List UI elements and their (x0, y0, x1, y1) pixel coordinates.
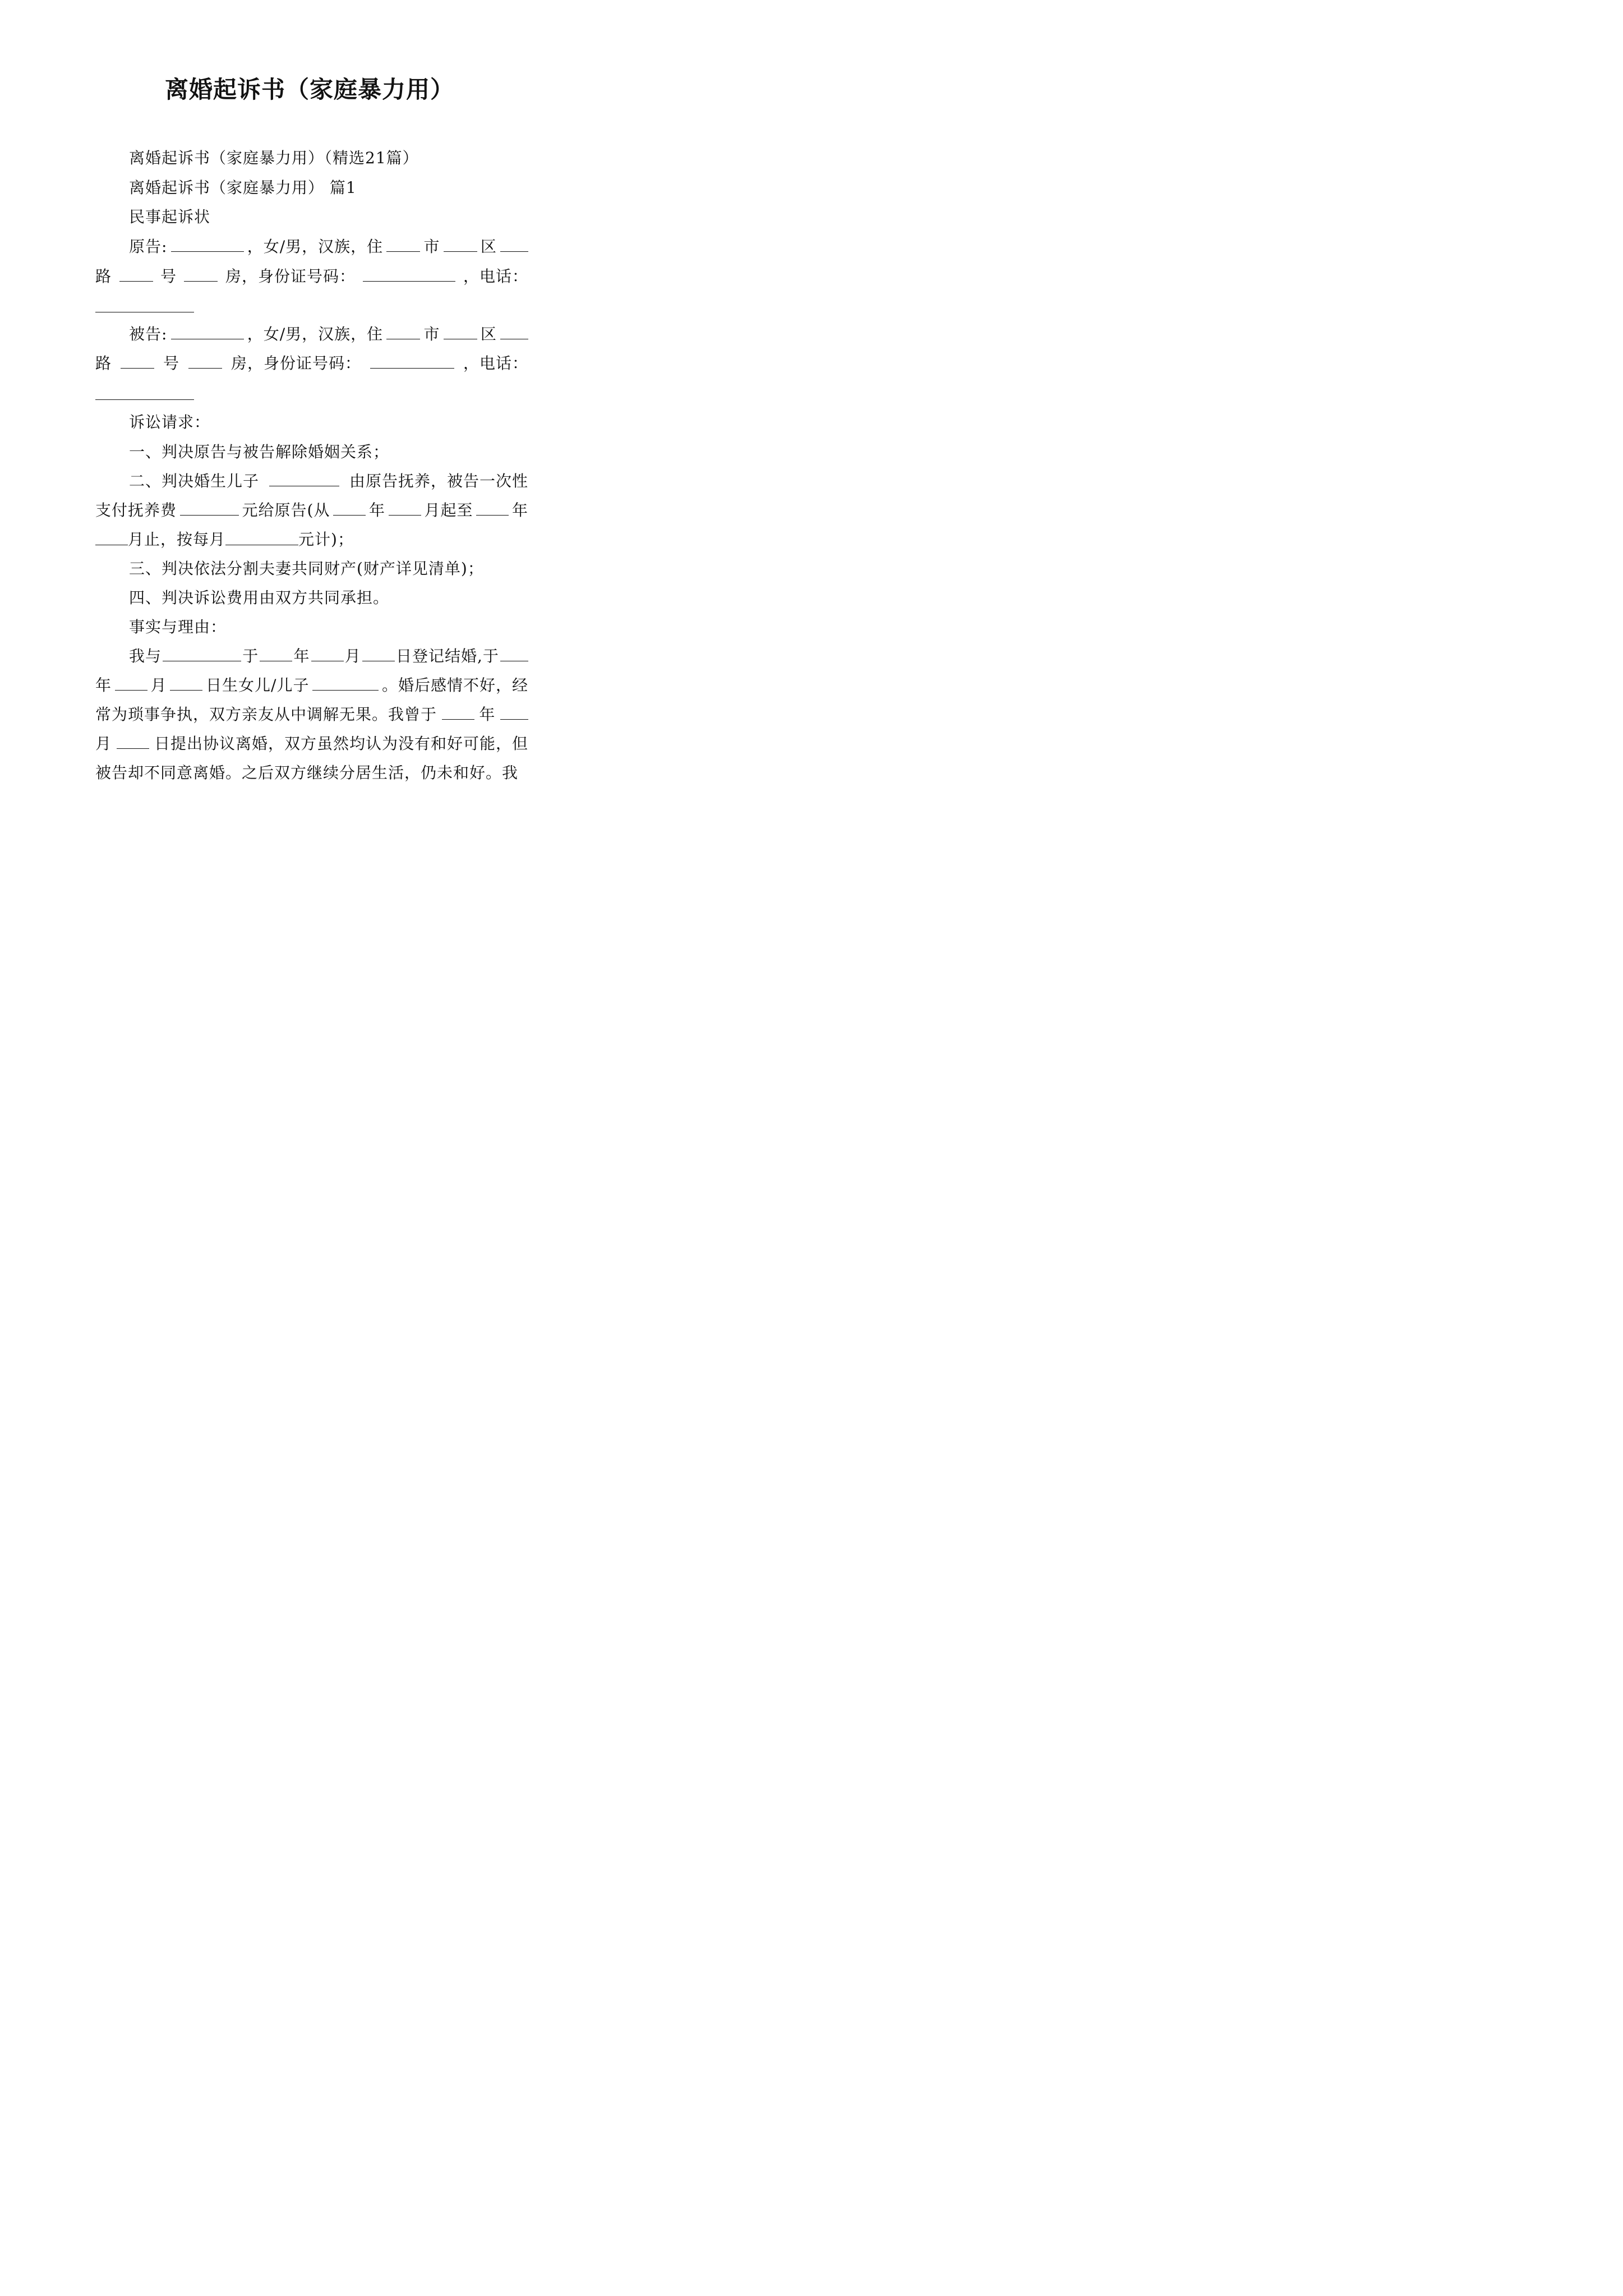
plaintiff-number-label: 号 (160, 267, 177, 286)
plaintiff-label: 原告: (129, 237, 168, 256)
document-subtitle: 离婚起诉书（家庭暴力用）（精选21篇） (129, 149, 419, 167)
son-name-blank (269, 470, 339, 486)
defendant-road-blank (500, 323, 528, 339)
birth-day-blank (170, 674, 202, 691)
claim-item-4: 四、判决诉讼费用由双方共同承担。 (129, 588, 390, 607)
claim2-text-g: 元计)； (298, 530, 354, 549)
monthly-amount-blank (225, 529, 298, 545)
facts-line-5 (95, 762, 528, 784)
start-month-blank (389, 499, 421, 516)
claim2-text-c: 支付抚养费 (95, 501, 177, 519)
proposal-year-blank (442, 703, 474, 720)
plaintiff-road-blank (500, 236, 528, 252)
start-year-blank (333, 499, 366, 516)
marriage-month-blank (311, 645, 344, 661)
defendant-city-blank (386, 323, 420, 339)
plaintiff-info-text: ，女/男，汉族，住 (247, 237, 384, 256)
plaintiff-line-1 (129, 236, 528, 258)
defendant-line-2 (95, 352, 528, 375)
defendant-id-label: 房，身份证号码： (230, 354, 361, 372)
plaintiff-id-blank (363, 265, 455, 282)
claim2-text-f: 月止，按每月 (128, 530, 226, 549)
marriage-day-blank (362, 645, 395, 661)
plaintiff-room-blank (184, 265, 218, 282)
facts-text-registered: 日登记结婚,于 (395, 647, 499, 665)
defendant-city-label: 市 (423, 325, 440, 343)
facts-line-1 (129, 645, 528, 668)
claim-item-1: 一、判决原告与被告解除婚姻关系； (129, 443, 390, 461)
facts-text-quarrel: 常为琐事争执，双方亲友从中调解无果。我曾于 (95, 705, 437, 724)
plaintiff-phone-blank (95, 296, 194, 312)
support-fee-blank (180, 499, 239, 516)
defendant-district-label: 区 (480, 325, 497, 343)
claim2-year-2: 年 (511, 501, 528, 519)
plaintiff-number-blank (119, 265, 153, 282)
defendant-road-label: 路 (95, 354, 112, 372)
defendant-line-1 (129, 323, 528, 346)
piece-heading: 离婚起诉书（家庭暴力用） 篇1 (129, 178, 357, 197)
defendant-id-blank (370, 352, 454, 369)
facts-text-me-with: 我与 (129, 647, 162, 665)
claim2-text-e: 月起至 (424, 501, 473, 519)
facts-line-3 (95, 703, 528, 726)
end-month-blank (95, 529, 128, 545)
claim2-text-b: 由原告抚养，被告一次性 (349, 472, 528, 490)
facts-text-proposal: 日提出协议离婚，双方虽然均认为没有和好可能，但 (154, 734, 528, 753)
defendant-room-blank (188, 352, 222, 369)
document-title: 离婚起诉书（家庭暴力用） (164, 76, 454, 103)
defendant-district-blank (444, 323, 477, 339)
defendant-phone-blank (95, 384, 194, 400)
facts-heading: 事实与理由： (129, 618, 227, 636)
plaintiff-id-label: 房，身份证号码： (225, 267, 356, 286)
facts-year-2: 年 (95, 676, 112, 694)
facts-month-3: 月 (95, 734, 112, 753)
facts-year-3: 年 (479, 705, 496, 724)
claim-item-3: 三、判决依法分割夫妻共同财产(财产详见清单)； (129, 559, 484, 578)
plaintiff-road-label: 路 (95, 267, 112, 286)
defendant-number-label: 号 (163, 354, 179, 372)
plaintiff-district-blank (444, 236, 477, 252)
defendant-name-blank (171, 323, 244, 339)
facts-line-4 (95, 733, 528, 755)
plaintiff-city-blank (386, 236, 420, 252)
claim-item-2-line-3 (95, 528, 528, 551)
plaintiff-phone-label: ，电话： (463, 267, 528, 286)
birth-year-blank (500, 645, 528, 661)
facts-text-on: 于 (242, 647, 259, 665)
facts-year-1: 年 (293, 647, 310, 665)
defendant-label: 被告: (129, 325, 168, 343)
proposal-day-blank (117, 733, 149, 749)
defendant-phone-label: ，电话： (463, 354, 528, 372)
claims-heading: 诉讼请求： (129, 413, 211, 431)
doc-type-heading: 民事起诉状 (129, 208, 211, 226)
claim-item-2-line-1 (129, 470, 528, 493)
spouse-name-blank (163, 645, 241, 661)
child-name-blank (312, 674, 379, 691)
end-year-blank (476, 499, 509, 516)
plaintiff-line-3 (95, 296, 528, 318)
defendant-line-3 (95, 383, 528, 406)
defendant-info-text: ，女/男，汉族，住 (247, 325, 384, 343)
facts-month-1: 月 (344, 647, 361, 665)
facts-text-born: 日生女儿/儿子 (206, 676, 310, 694)
facts-month-2: 月 (150, 676, 167, 694)
marriage-year-blank (260, 645, 292, 661)
birth-month-blank (115, 674, 147, 691)
plaintiff-district-label: 区 (480, 237, 497, 256)
plaintiff-city-label: 市 (423, 237, 440, 256)
claim2-year-1: 年 (368, 501, 385, 519)
claim2-text-a: 二、判决婚生儿子 (129, 472, 260, 490)
plaintiff-name-blank (171, 236, 244, 252)
proposal-month-trailing-blank (500, 703, 528, 720)
defendant-number-blank (121, 352, 154, 369)
document-page (0, 0, 619, 876)
claim-item-2-line-2 (95, 499, 528, 522)
facts-line-2 (95, 674, 528, 697)
facts-text-separation: 被告却不同意离婚。之后双方继续分居生活，仍未和好。我 (95, 763, 519, 782)
facts-text-after-marriage: 。婚后感情不好，经 (381, 676, 528, 694)
plaintiff-line-2 (95, 265, 528, 288)
claim2-text-d: 元给原告(从 (242, 501, 330, 519)
